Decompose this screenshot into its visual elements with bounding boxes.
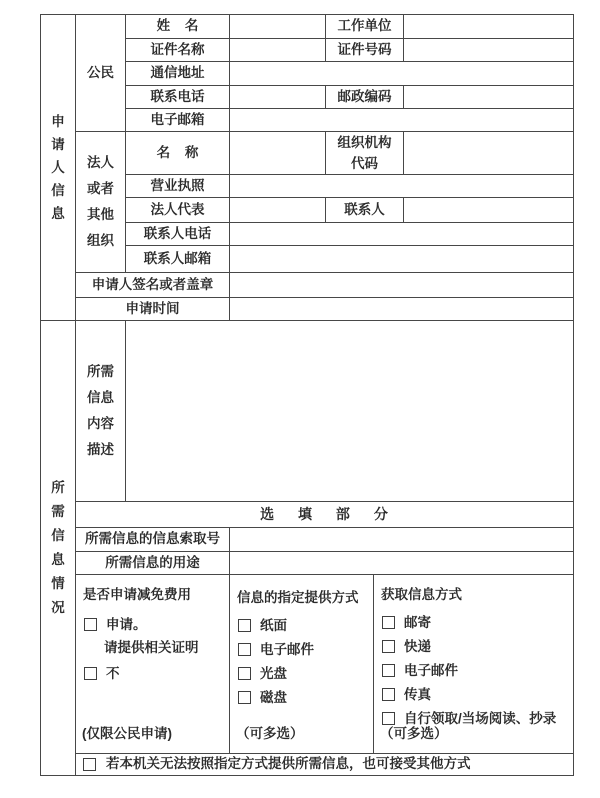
fee-waiver-column: [76, 575, 230, 754]
purpose-label: 所需信息的用途: [76, 552, 230, 575]
checkbox-express-label: 快递: [404, 638, 431, 654]
checkbox-apply-label: 申请。: [106, 616, 147, 632]
address-value[interactable]: [230, 62, 574, 86]
checkbox-express-icon[interactable]: [382, 640, 395, 653]
signature-value[interactable]: [230, 273, 574, 298]
work-unit-label: 工作单位: [326, 15, 404, 39]
group-org-line: 或者: [87, 181, 114, 196]
checkbox-option-apply[interactable]: [76, 617, 229, 632]
apply-time-value[interactable]: [230, 298, 574, 321]
checkbox-option-express[interactable]: [374, 639, 573, 654]
signature-label: 申请人签名或者盖章: [76, 273, 230, 298]
org-code-value[interactable]: [404, 132, 574, 175]
application-form-table: [40, 14, 574, 776]
checkbox-option-paper[interactable]: [230, 618, 373, 633]
provide-column-note: （可多选）: [236, 725, 304, 741]
citizen-name-value[interactable]: [230, 15, 326, 39]
postal-label: 邮政编码: [326, 86, 404, 109]
phone-value[interactable]: [230, 86, 326, 109]
index-number-label: 所需信息的信息索取号: [76, 528, 230, 552]
checkbox-accept-other-icon[interactable]: [83, 758, 96, 771]
checkbox-mail-icon[interactable]: [382, 616, 395, 629]
group-org-line: 法人: [87, 155, 114, 170]
contact-email-value[interactable]: [230, 246, 574, 273]
contact-phone-value[interactable]: [230, 223, 574, 246]
citizen-name-label: 姓 名: [126, 15, 230, 39]
section-required-label: 所需信息情况: [51, 480, 65, 615]
license-value[interactable]: [230, 175, 574, 198]
content-desc-line: 信息: [87, 390, 114, 405]
legal-rep-value[interactable]: [230, 198, 326, 223]
checkbox-option-mail[interactable]: [374, 615, 573, 630]
id-number-value[interactable]: [404, 39, 574, 62]
checkbox-email-obtain-label: 电子邮件: [404, 662, 458, 678]
checkbox-apply-icon[interactable]: [84, 618, 97, 631]
checkbox-cd-icon[interactable]: [238, 667, 251, 680]
group-org: [76, 132, 126, 273]
checkbox-fax-icon[interactable]: [382, 688, 395, 701]
checkbox-email-provide-label: 电子邮件: [260, 641, 314, 657]
optional-section-header: 选 填 部 分: [76, 502, 574, 528]
checkbox-paper-label: 纸面: [260, 617, 287, 633]
group-citizen-label: 公民: [87, 64, 114, 80]
checkbox-cd-label: 光盘: [260, 665, 287, 681]
postal-value[interactable]: [404, 86, 574, 109]
fee-waiver-title: 是否申请减免费用: [83, 587, 191, 602]
checkbox-self-pickup-label: 自行领取/当场阅读、抄录: [404, 710, 557, 726]
email-value[interactable]: [230, 109, 574, 132]
accept-other-method-row[interactable]: [76, 754, 574, 776]
content-desc-line: 内容: [87, 416, 114, 431]
obtain-method-title: 获取信息方式: [381, 587, 462, 602]
checkbox-email-obtain-icon[interactable]: [382, 664, 395, 677]
group-org-line: 组织: [87, 233, 114, 248]
contact-value[interactable]: [404, 198, 574, 223]
org-name-value[interactable]: [230, 132, 326, 175]
checkbox-disk-icon[interactable]: [238, 691, 251, 704]
id-number-label: 证件号码: [326, 39, 404, 62]
checkbox-option-no[interactable]: [76, 666, 229, 681]
id-type-label: 证件名称: [126, 39, 230, 62]
contact-phone-label: 联系人电话: [126, 223, 230, 246]
obtain-column-note: （可多选）: [380, 725, 448, 741]
provide-method-title: 信息的指定提供方式: [237, 590, 359, 605]
work-unit-value[interactable]: [404, 15, 574, 39]
content-desc-label: [76, 321, 126, 502]
checkbox-self-pickup-icon[interactable]: [382, 712, 395, 725]
org-code-line: 代码: [351, 156, 378, 171]
section-applicant-info: [41, 15, 76, 321]
checkbox-option-fax[interactable]: [374, 687, 573, 702]
provide-method-column: [230, 575, 374, 754]
index-number-value[interactable]: [230, 528, 574, 552]
org-name-label: 名 称: [126, 132, 230, 175]
checkbox-disk-label: 磁盘: [260, 689, 287, 705]
obtain-method-column: [374, 575, 574, 754]
checkbox-no-icon[interactable]: [84, 667, 97, 680]
checkbox-option-email-provide[interactable]: [230, 642, 373, 657]
checkbox-no-label: 不: [106, 665, 120, 681]
email-label: 电子邮箱: [126, 109, 230, 132]
license-label: 营业执照: [126, 175, 230, 198]
fee-proof-note: 请提供相关证明: [104, 640, 199, 656]
accept-other-method-label: 若本机关无法按照指定方式提供所需信息，也可接受其他方式: [106, 756, 471, 772]
address-label: 通信地址: [126, 62, 230, 86]
content-desc-value[interactable]: [126, 321, 574, 502]
section-applicant-label: 申请人信息: [51, 114, 65, 221]
purpose-value[interactable]: [230, 552, 574, 575]
apply-time-label: 申请时间: [76, 298, 230, 321]
checkbox-mail-label: 邮寄: [404, 614, 431, 630]
checkbox-paper-icon[interactable]: [238, 619, 251, 632]
checkbox-option-cd[interactable]: [230, 666, 373, 681]
org-code-label: [326, 132, 404, 175]
contact-email-label: 联系人邮箱: [126, 246, 230, 273]
checkbox-email-provide-icon[interactable]: [238, 643, 251, 656]
group-org-line: 其他: [87, 207, 114, 222]
org-code-line: 组织机构: [337, 135, 392, 150]
checkbox-option-disk[interactable]: [230, 690, 373, 705]
content-desc-line: 描述: [87, 442, 114, 457]
section-required-info: [41, 321, 76, 776]
id-type-value[interactable]: [230, 39, 326, 62]
content-desc-line: 所需: [87, 364, 114, 379]
fee-column-note: (仅限公民申请): [82, 725, 172, 741]
group-citizen: [76, 15, 126, 132]
contact-label: 联系人: [326, 198, 404, 223]
legal-rep-label: 法人代表: [126, 198, 230, 223]
phone-label: 联系电话: [126, 86, 230, 109]
checkbox-option-email-obtain[interactable]: [374, 663, 573, 678]
checkbox-fax-label: 传真: [404, 686, 431, 702]
